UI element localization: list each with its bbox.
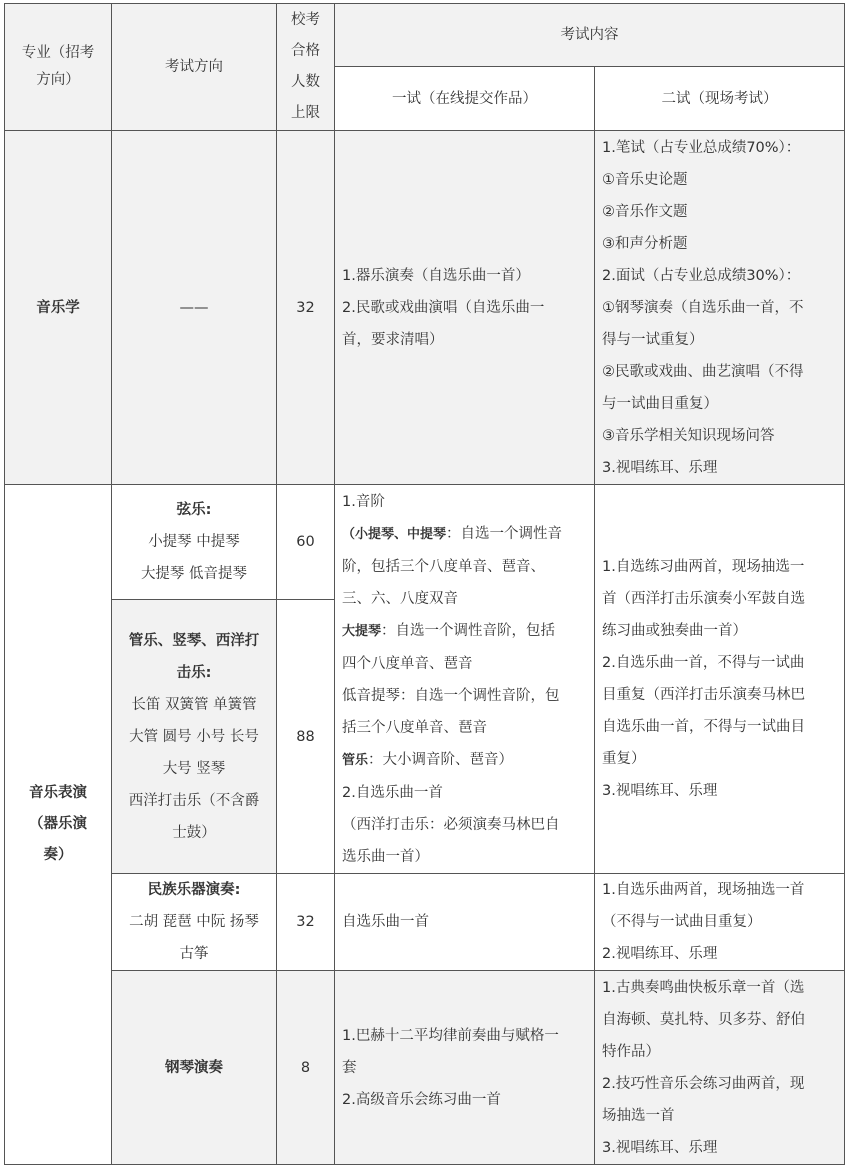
musicology-major: 音乐学 <box>5 131 112 485</box>
musicology-round2: 1.笔试（占专业总成绩70%）： ①音乐史论题 ②音乐作文题 ③和声分析题 2.面试（占专业总成绩30%）： ①钢琴演奏（自选乐曲一首，不 得与一试重复） ②民歌或戏曲、曲艺演唱（不得 与一试曲目重复） ③音乐学相关知识现场问答 3.视唱练耳、乐理 <box>595 131 845 485</box>
folk-direction: 民族乐器演奏: 二胡 琵琶 中阮 扬琴 古筝 <box>112 874 277 971</box>
musicology-round1: 1.器乐演奏（自选乐曲一首） 2.民歌或戏曲演唱（自选乐曲一 首，要求清唱） <box>335 131 595 485</box>
piano-round1: 1.巴赫十二平均律前奏曲与赋格一 套 2.高级音乐会练习曲一首 <box>335 971 595 1165</box>
piano-direction: 钢琴演奏 <box>112 971 277 1165</box>
winds-limit: 88 <box>277 600 335 874</box>
header-round1: 一试（在线提交作品） <box>335 67 595 131</box>
exam-table <box>4 3 845 1165</box>
header-limit: 校考 合格 人数 上限 <box>277 4 335 131</box>
header-direction: 考试方向 <box>112 4 277 131</box>
header-round2: 二试（现场考试） <box>595 67 845 131</box>
musicology-limit: 32 <box>277 131 335 485</box>
strings-limit: 60 <box>277 485 335 600</box>
header-major: 专业（招考 方向） <box>5 4 112 131</box>
folk-limit: 32 <box>277 874 335 971</box>
piano-limit: 8 <box>277 971 335 1165</box>
folk-round1: 自选乐曲一首 <box>335 874 595 971</box>
strings-direction: 弦乐: 小提琴 中提琴 大提琴 低音提琴 <box>112 485 277 600</box>
piano-round2: 1.古典奏鸣曲快板乐章一首（选 自海顿、莫扎特、贝多芬、舒伯 特作品） 2.技巧性音乐会练习曲两首，现 场抽选一首 3.视唱练耳、乐理 <box>595 971 845 1165</box>
instrument-round2: 1.自选练习曲两首，现场抽选一 首（西洋打击乐演奏小军鼓自选 练习曲或独奏曲一首） 2.自选乐曲一首，不得与一试曲 目重复（西洋打击乐演奏马林巴 自选乐曲一首，不得与一试曲目 重复） 3.视唱练耳、乐理 <box>595 485 845 874</box>
instrument-round1: 1.音阶 （小提琴、中提琴：自选一个调性音 阶，包括三个八度单音、琶音、 三、六、八度双音 大提琴：自选一个调性音阶，包括 四个八度单音、琶音 低音提琴：自选一个调性音阶，包 括三个八度单音、琶音 管乐：大小调音阶、琶音） 2.自选乐曲一首 （西洋打击乐：必须演奏马林巴自 选乐曲一首） <box>335 485 595 874</box>
winds-direction: 管乐、竖琴、西洋打 击乐: 长笛 双簧管 单簧管 大管 圆号 小号 长号 大号 竖琴 西洋打击乐（不含爵 士鼓） <box>112 600 277 874</box>
folk-round2: 1.自选乐曲两首，现场抽选一首 （不得与一试曲目重复） 2.视唱练耳、乐理 <box>595 874 845 971</box>
header-content: 考试内容 <box>335 4 845 67</box>
musicology-direction: —— <box>112 131 277 485</box>
performance-major: 音乐表演 （器乐演 奏） <box>5 485 112 1165</box>
